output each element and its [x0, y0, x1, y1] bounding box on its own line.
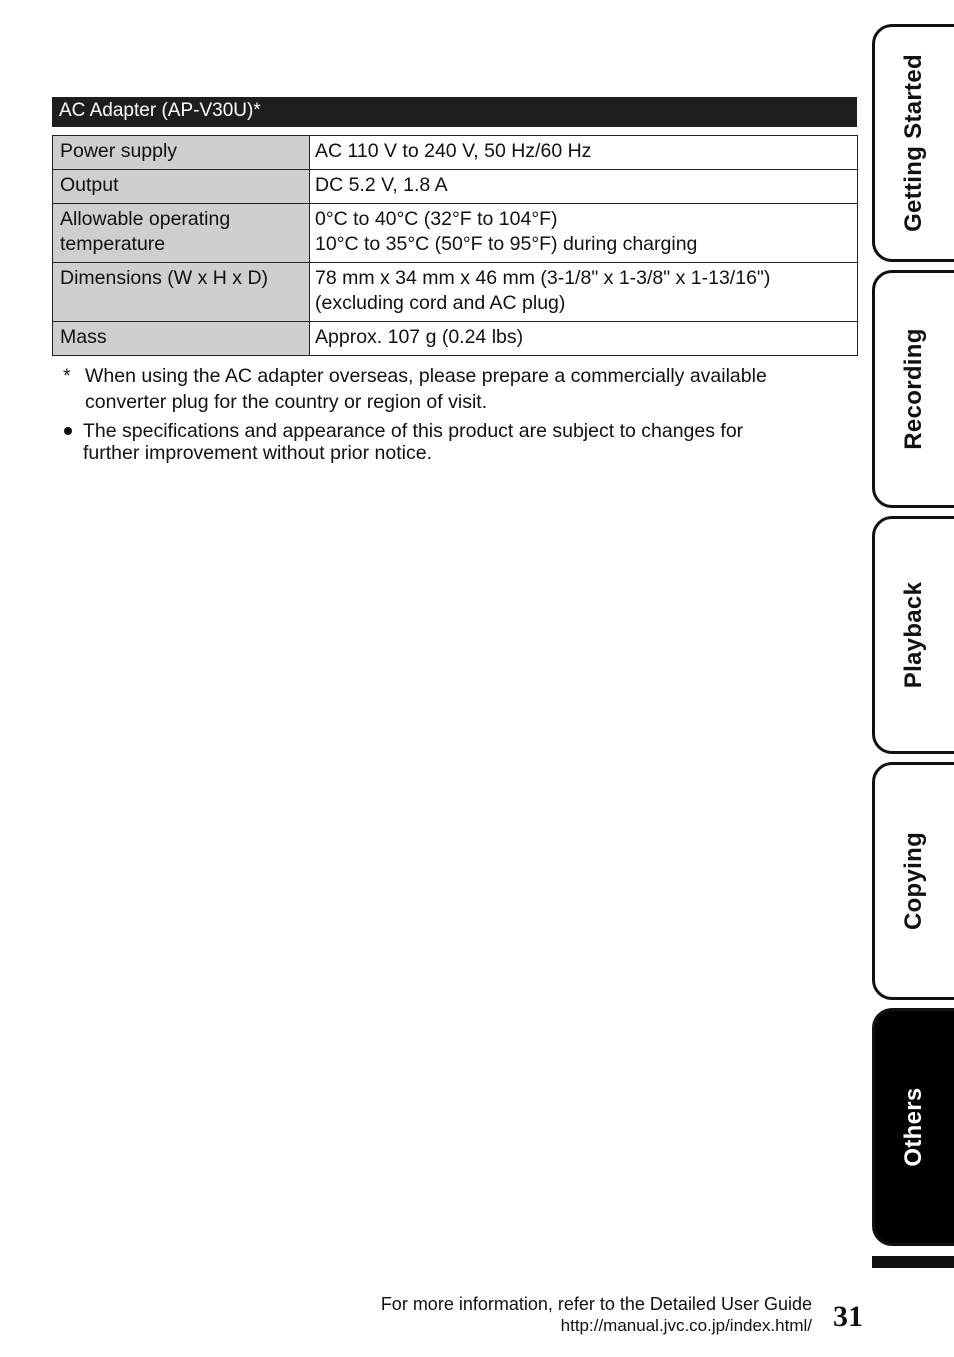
row-value: 78 mm x 34 mm x 46 mm (3-1/8" x 1-3/8" x 1-13/16") (excluding cord and AC plug): [310, 263, 858, 322]
table-row: [53, 170, 858, 204]
tab-underline-bar: [872, 1256, 954, 1268]
tab-others-label[interactable]: Others: [900, 1087, 927, 1167]
footer-text: For more information, refer to the Detailed User Guide: [380, 1294, 812, 1314]
spec-table: [52, 135, 858, 356]
bullet-icon: [64, 427, 72, 435]
row-label: Dimensions (W x H x D): [53, 263, 310, 322]
table-row: [53, 263, 858, 322]
footer-url[interactable]: http://manual.jvc.co.jp/index.html/: [560, 1316, 812, 1335]
notice: [63, 420, 843, 464]
tab-copying-label[interactable]: Copying: [900, 831, 927, 931]
row-value: 0°C to 40°C (32°F to 104°F) 10°C to 35°C (50°F to 95°F) during charging: [310, 204, 858, 263]
row-label: Output: [53, 170, 310, 204]
row-value: DC 5.2 V, 1.8 A: [310, 170, 858, 204]
footnote-text: When using the AC adapter overseas, please prepare a commercially available converter plug for the country or region of visit.: [85, 365, 767, 413]
section-title: AC Adapter (AP-V30U)*: [52, 97, 857, 127]
notice-text: The specifications and appearance of this product are subject to changes for further improvement without prior notice.: [83, 420, 744, 464]
row-value: AC 110 V to 240 V, 50 Hz/60 Hz: [310, 136, 858, 170]
row-label: Mass: [53, 322, 310, 356]
table-row: [53, 136, 858, 170]
table-row: [53, 322, 858, 356]
tab-playback-label[interactable]: Playback: [900, 581, 927, 689]
row-label: Power supply: [53, 136, 310, 170]
tab-recording-label[interactable]: Recording: [900, 328, 927, 450]
asterisk-mark: *: [63, 365, 71, 387]
table-row: [53, 204, 858, 263]
row-value: Approx. 107 g (0.24 lbs): [310, 322, 858, 356]
tab-getting-started-label[interactable]: Getting Started: [900, 54, 927, 232]
footnote: [63, 363, 843, 415]
page-number: 31: [833, 1300, 863, 1333]
row-label: Allowable operating temperature: [53, 204, 310, 263]
